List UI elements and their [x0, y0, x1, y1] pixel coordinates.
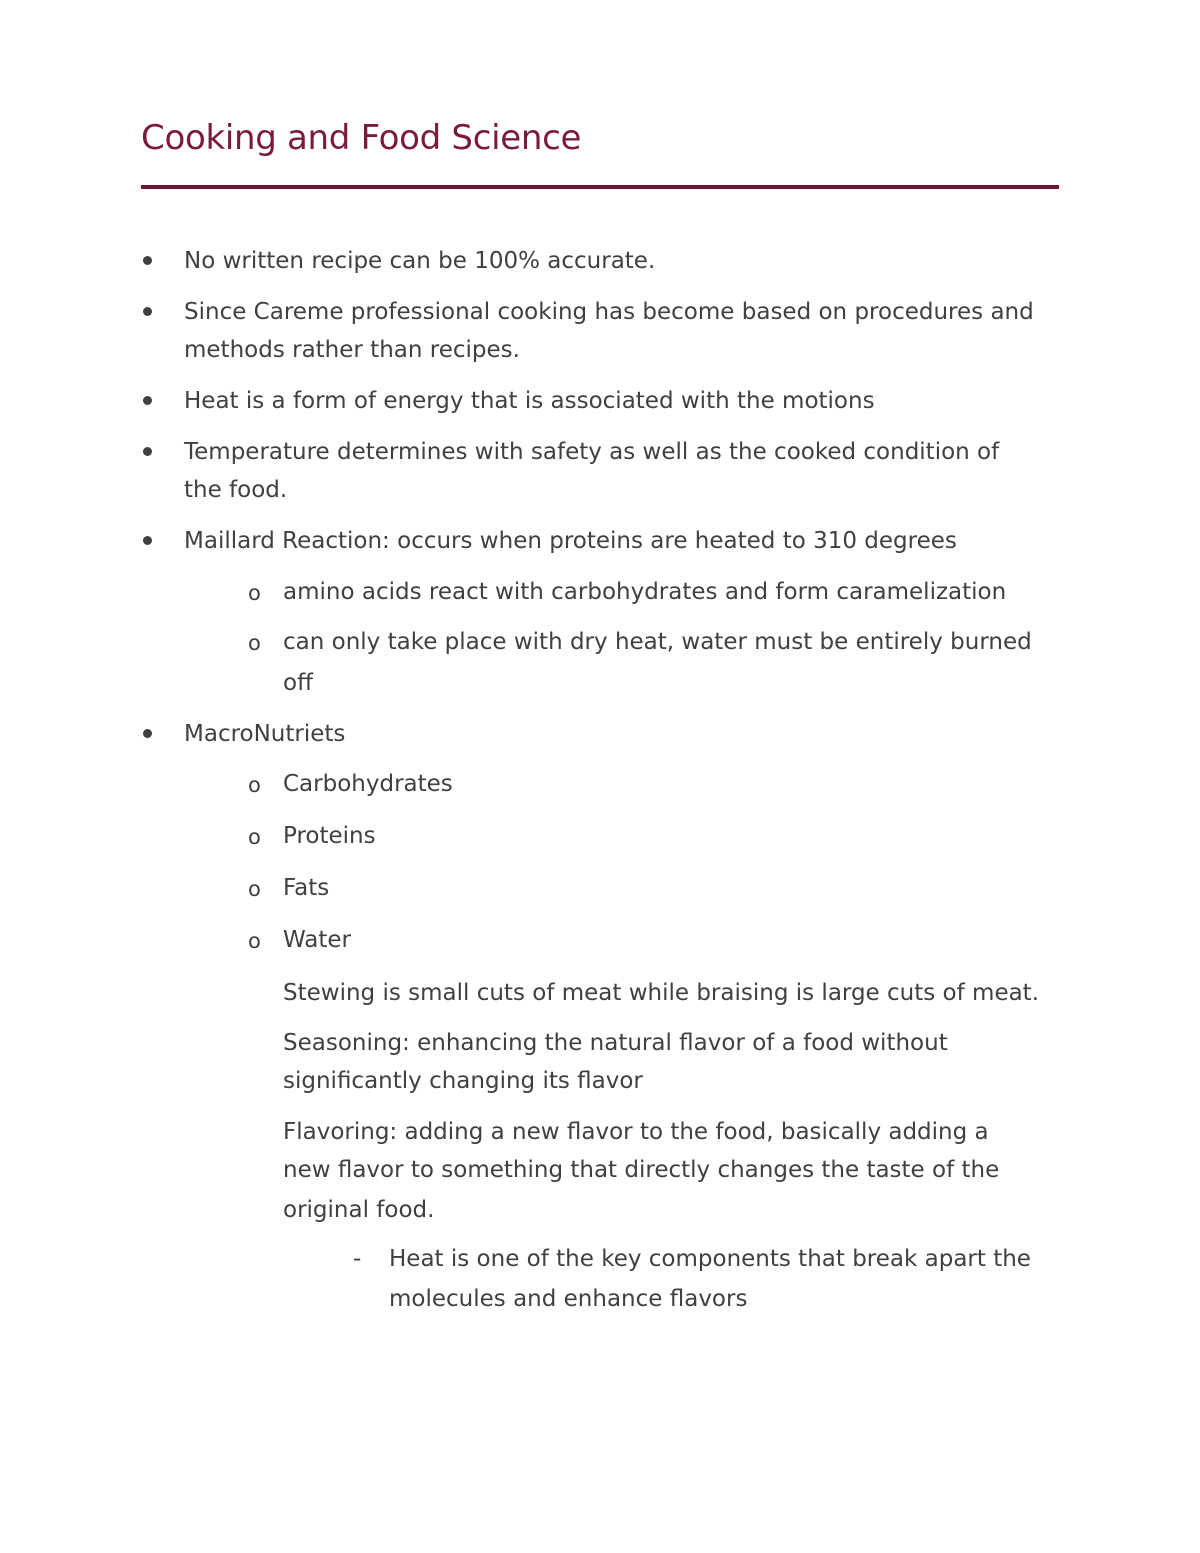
sub-bullet-marker: o: [248, 825, 261, 849]
bullet-dot: [143, 729, 152, 738]
bullet-item-text: MacroNutriets: [184, 721, 346, 747]
bullet-item-text: Maillard Reaction: occurs when proteins are heated to 310 degrees: [184, 528, 957, 554]
bullet-dot: [143, 396, 152, 405]
sub-bullet-text: Proteins: [283, 823, 376, 849]
sub-bullet-marker: o: [248, 581, 261, 605]
sub-bullet-text: can only take place with dry heat, water must be entirely burned: [283, 629, 1032, 655]
paragraph-text: original food.: [283, 1197, 435, 1223]
bullet-dot: [143, 256, 152, 265]
paragraph-text: Flavoring: adding a new flavor to the food, basically adding a: [283, 1119, 989, 1145]
bullet-item-text: methods rather than recipes.: [184, 337, 520, 363]
bullet-dot: [143, 536, 152, 545]
page-title: Cooking and Food Science: [141, 118, 582, 158]
paragraph-text: new flavor to something that directly changes the taste of the: [283, 1157, 1000, 1183]
sub-bullet-text: off: [283, 670, 313, 696]
sub-bullet-marker: o: [248, 773, 261, 797]
dash-bullet-marker: -: [353, 1246, 362, 1272]
bullet-item-text: Heat is a form of energy that is associated with the motions: [184, 388, 875, 414]
sub-bullet-marker: o: [248, 631, 261, 655]
sub-bullet-text: amino acids react with carbohydrates and form caramelization: [283, 579, 1007, 605]
dash-item-text: molecules and enhance flavors: [389, 1286, 748, 1312]
title-divider: [141, 185, 1059, 189]
bullet-item-text: Since Careme professional cooking has become based on procedures and: [184, 299, 1034, 325]
sub-bullet-text: Water: [283, 927, 351, 953]
sub-bullet-marker: o: [248, 877, 261, 901]
sub-bullet-marker: o: [248, 929, 261, 953]
paragraph-text: Stewing is small cuts of meat while braising is large cuts of meat.: [283, 980, 1040, 1006]
sub-bullet-text: Carbohydrates: [283, 771, 453, 797]
paragraph-text: significantly changing its flavor: [283, 1068, 643, 1094]
bullet-item-text: Temperature determines with safety as well as the cooked condition of: [184, 439, 1000, 465]
bullet-dot: [143, 307, 152, 316]
bullet-dot: [143, 447, 152, 456]
sub-bullet-text: Fats: [283, 875, 330, 901]
paragraph-text: Seasoning: enhancing the natural flavor of a food without: [283, 1030, 948, 1056]
bullet-item-text: the food.: [184, 477, 288, 503]
bullet-item-text: No written recipe can be 100% accurate.: [184, 248, 656, 274]
dash-item-text: Heat is one of the key components that break apart the: [389, 1246, 1031, 1272]
